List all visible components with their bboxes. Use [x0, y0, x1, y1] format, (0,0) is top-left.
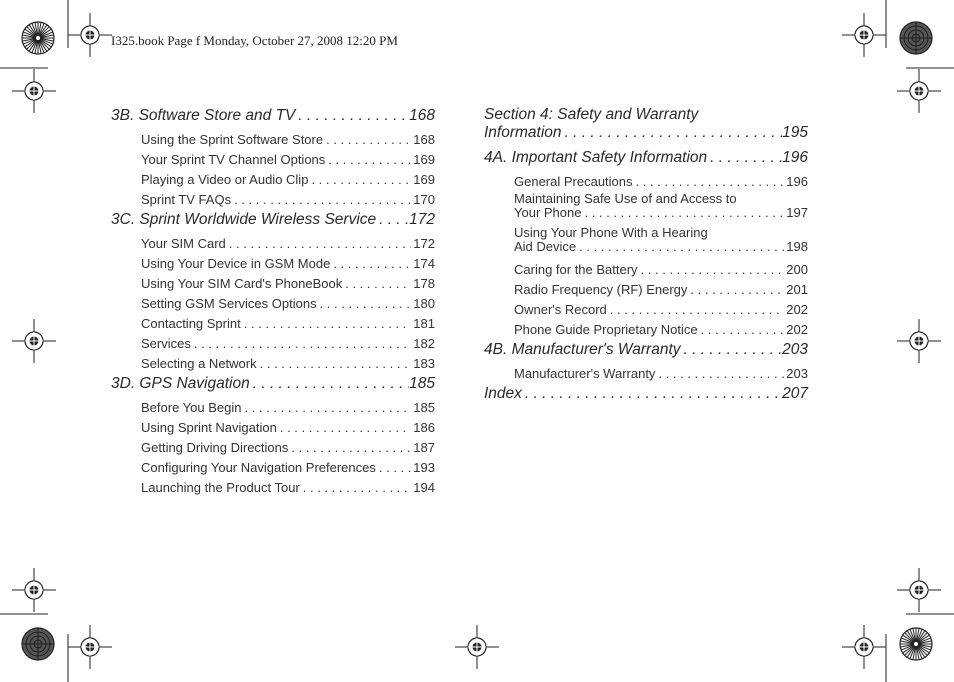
- toc-page-number: 197: [786, 205, 808, 220]
- toc-page-number: 196: [782, 149, 808, 166]
- dot-leader: [687, 280, 784, 300]
- toc-subsection-entry: [111, 190, 435, 210]
- dot-leader: [576, 240, 786, 254]
- dot-leader: [655, 364, 784, 384]
- toc-entry-title-line: Maintaining Safe Use of and Access to: [514, 191, 737, 206]
- toc-subsection-entry: [484, 226, 808, 254]
- dot-leader: [257, 354, 411, 374]
- toc-right-column: [484, 106, 808, 408]
- toc-entry-title: Your Sprint TV Channel Options: [141, 152, 326, 167]
- toc-entry-title: Configuring Your Navigation Preferences: [141, 460, 376, 475]
- toc-entry-title: Setting GSM Services Options: [141, 296, 317, 311]
- toc-page-number: 172: [409, 211, 435, 228]
- toc-entry-title: Index: [484, 385, 522, 402]
- toc-subsection-entry: [111, 274, 435, 294]
- toc-subsection-entry: [484, 320, 808, 340]
- dot-leader: [633, 172, 784, 192]
- toc-subsection-entry: [484, 260, 808, 280]
- toc-entry-title: 4B. Manufacturer's Warranty: [484, 341, 681, 358]
- toc-subsection-entry: [111, 234, 435, 254]
- toc-subsection-entry: [484, 300, 808, 320]
- toc-section-entry: [484, 148, 808, 172]
- toc-entry-title: Phone Guide Proprietary Notice: [514, 322, 698, 337]
- toc-entry-title: Manufacturer's Warranty: [514, 366, 656, 381]
- toc-subsection-entry: [111, 294, 435, 314]
- dot-leader: [250, 374, 409, 394]
- toc-page-number: 172: [413, 236, 435, 251]
- toc-subsection-entry: [111, 150, 435, 170]
- toc-subsection-entry: [111, 478, 435, 498]
- toc-page-number: 195: [782, 124, 808, 141]
- toc-subsection-entry: [111, 418, 435, 438]
- registration-crosshair-icon: [455, 625, 499, 669]
- toc-subsection-entry: [111, 458, 435, 478]
- toc-subsection-entry: [111, 334, 435, 354]
- dot-leader: [295, 106, 409, 126]
- toc-entry-title: Using Your Device in GSM Mode: [141, 256, 331, 271]
- toc-entry-title: Aid Device: [514, 239, 577, 254]
- registration-crosshair-icon: [897, 319, 941, 363]
- dot-leader: [681, 340, 783, 360]
- toc-entry-title: General Precautions: [514, 174, 633, 189]
- dot-leader: [191, 334, 411, 354]
- registration-crosshair-icon: [12, 319, 56, 363]
- toc-entry-title: Getting Driving Directions: [141, 440, 289, 455]
- toc-page-number: 201: [786, 282, 808, 297]
- toc-entry-title: Caring for the Battery: [514, 262, 638, 277]
- dot-leader: [698, 320, 784, 340]
- toc-left-column: [111, 106, 435, 498]
- toc-entry-title: Contacting Sprint: [141, 316, 241, 331]
- dot-leader: [241, 314, 411, 334]
- dot-leader: [300, 478, 411, 498]
- toc-entry-title-line: Using Your Phone With a Hearing: [514, 225, 708, 240]
- toc-entry-title: Your Phone: [514, 205, 582, 220]
- toc-entry-title: Services: [141, 336, 191, 351]
- toc-entry-title: Your SIM Card: [141, 236, 226, 251]
- toc-page-number: 168: [409, 107, 435, 124]
- toc-page-number: 169: [413, 172, 435, 187]
- toc-page-number: 187: [413, 440, 435, 455]
- toc-entry-title: 3B. Software Store and TV: [111, 107, 296, 124]
- toc-entry-title: Owner's Record: [514, 302, 607, 317]
- dot-leader: [288, 438, 411, 458]
- dot-leader: [562, 124, 783, 142]
- toc-page-number: 185: [409, 375, 435, 392]
- toc-entry-title: Launching the Product Tour: [141, 480, 300, 495]
- toc-page-number: 186: [413, 420, 435, 435]
- registration-crosshair-icon: [842, 13, 886, 57]
- toc-entry-title: 3D. GPS Navigation: [111, 375, 250, 392]
- toc-page-number: 198: [786, 239, 808, 254]
- toc-page-number: 169: [413, 152, 435, 167]
- toc-page-number: 181: [413, 316, 435, 331]
- toc-page-number: 182: [413, 336, 435, 351]
- toc-subsection-entry: [484, 364, 808, 384]
- print-slug: I325.book Page f Monday, October 27, 2008 12:20 PM: [111, 33, 398, 48]
- dot-leader: [226, 234, 411, 254]
- dot-leader: [376, 210, 409, 230]
- toc-page-number: 203: [786, 366, 808, 381]
- toc-section-entry: [484, 106, 808, 142]
- toc-page-number: 200: [786, 262, 808, 277]
- dot-leader: [241, 398, 411, 418]
- dot-leader: [277, 418, 411, 438]
- starburst-target-icon: [900, 628, 932, 660]
- toc-section-entry: [111, 210, 435, 234]
- dot-leader: [308, 170, 411, 190]
- toc-page-number: 203: [782, 341, 808, 358]
- toc-subsection-entry: [111, 354, 435, 374]
- toc-entry-title: Using Sprint Navigation: [141, 420, 277, 435]
- toc-entry-title: 3C. Sprint Worldwide Wireless Service: [111, 211, 377, 228]
- toc-page-number: 196: [786, 174, 808, 189]
- toc-entry-title: 4A. Important Safety Information: [484, 149, 708, 166]
- toc-subsection-entry: [111, 254, 435, 274]
- toc-section-entry: [111, 374, 435, 398]
- starburst-target-icon: [22, 628, 54, 660]
- toc-entry-title-line: Section 4: Safety and Warranty: [484, 106, 699, 123]
- registration-crosshair-icon: [12, 69, 56, 113]
- registration-crosshair-icon: [68, 625, 112, 669]
- toc-entry-title: Using Your SIM Card's PhoneBook: [141, 276, 343, 291]
- dot-leader: [638, 260, 784, 280]
- starburst-target-icon: [22, 22, 54, 54]
- toc-page-number: 207: [782, 385, 808, 402]
- toc-subsection-entry: [111, 170, 435, 190]
- toc-page-number: 170: [413, 192, 435, 207]
- starburst-target-icon: [900, 22, 932, 54]
- toc-subsection-entry: [484, 172, 808, 192]
- toc-page-number: 202: [786, 322, 808, 337]
- toc-entry-title: Before You Begin: [141, 400, 242, 415]
- toc-entry-title: Selecting a Network: [141, 356, 257, 371]
- dot-leader: [323, 130, 411, 150]
- toc-page-number: 193: [413, 460, 435, 475]
- toc-entry-title: Radio Frequency (RF) Energy: [514, 282, 688, 297]
- registration-crosshair-icon: [68, 13, 112, 57]
- toc-subsection-entry: [484, 280, 808, 300]
- toc-section-entry: [484, 384, 808, 408]
- dot-leader: [342, 274, 411, 294]
- toc-page-number: 194: [413, 480, 435, 495]
- dot-leader: [522, 384, 782, 404]
- toc-page-number: 202: [786, 302, 808, 317]
- dot-leader: [330, 254, 411, 274]
- toc-section-entry: [111, 106, 435, 130]
- dot-leader: [607, 300, 784, 320]
- toc-page-number: 168: [413, 132, 435, 147]
- toc-page-number: 178: [413, 276, 435, 291]
- dot-leader: [581, 206, 786, 220]
- toc-section-entry: [484, 340, 808, 364]
- registration-crosshair-icon: [897, 568, 941, 612]
- dot-leader: [707, 148, 782, 168]
- toc-subsection-entry: [484, 192, 808, 220]
- toc-subsection-entry: [111, 398, 435, 418]
- dot-leader: [231, 190, 411, 210]
- registration-crosshair-icon: [897, 69, 941, 113]
- toc-entry-title: Using the Sprint Software Store: [141, 132, 324, 147]
- toc-entry-title: Sprint TV FAQs: [141, 192, 232, 207]
- dot-leader: [325, 150, 411, 170]
- toc-page-number: 180: [413, 296, 435, 311]
- registration-crosshair-icon: [842, 625, 886, 669]
- toc-entry-title: Playing a Video or Audio Clip: [141, 172, 309, 187]
- toc-subsection-entry: [111, 438, 435, 458]
- registration-crosshair-icon: [12, 568, 56, 612]
- dot-leader: [376, 458, 411, 478]
- toc-page-number: 185: [413, 400, 435, 415]
- toc-subsection-entry: [111, 130, 435, 150]
- toc-page-number: 183: [413, 356, 435, 371]
- toc-subsection-entry: [111, 314, 435, 334]
- dot-leader: [317, 294, 411, 314]
- toc-entry-title: Information: [484, 124, 562, 141]
- toc-page-number: 174: [413, 256, 435, 271]
